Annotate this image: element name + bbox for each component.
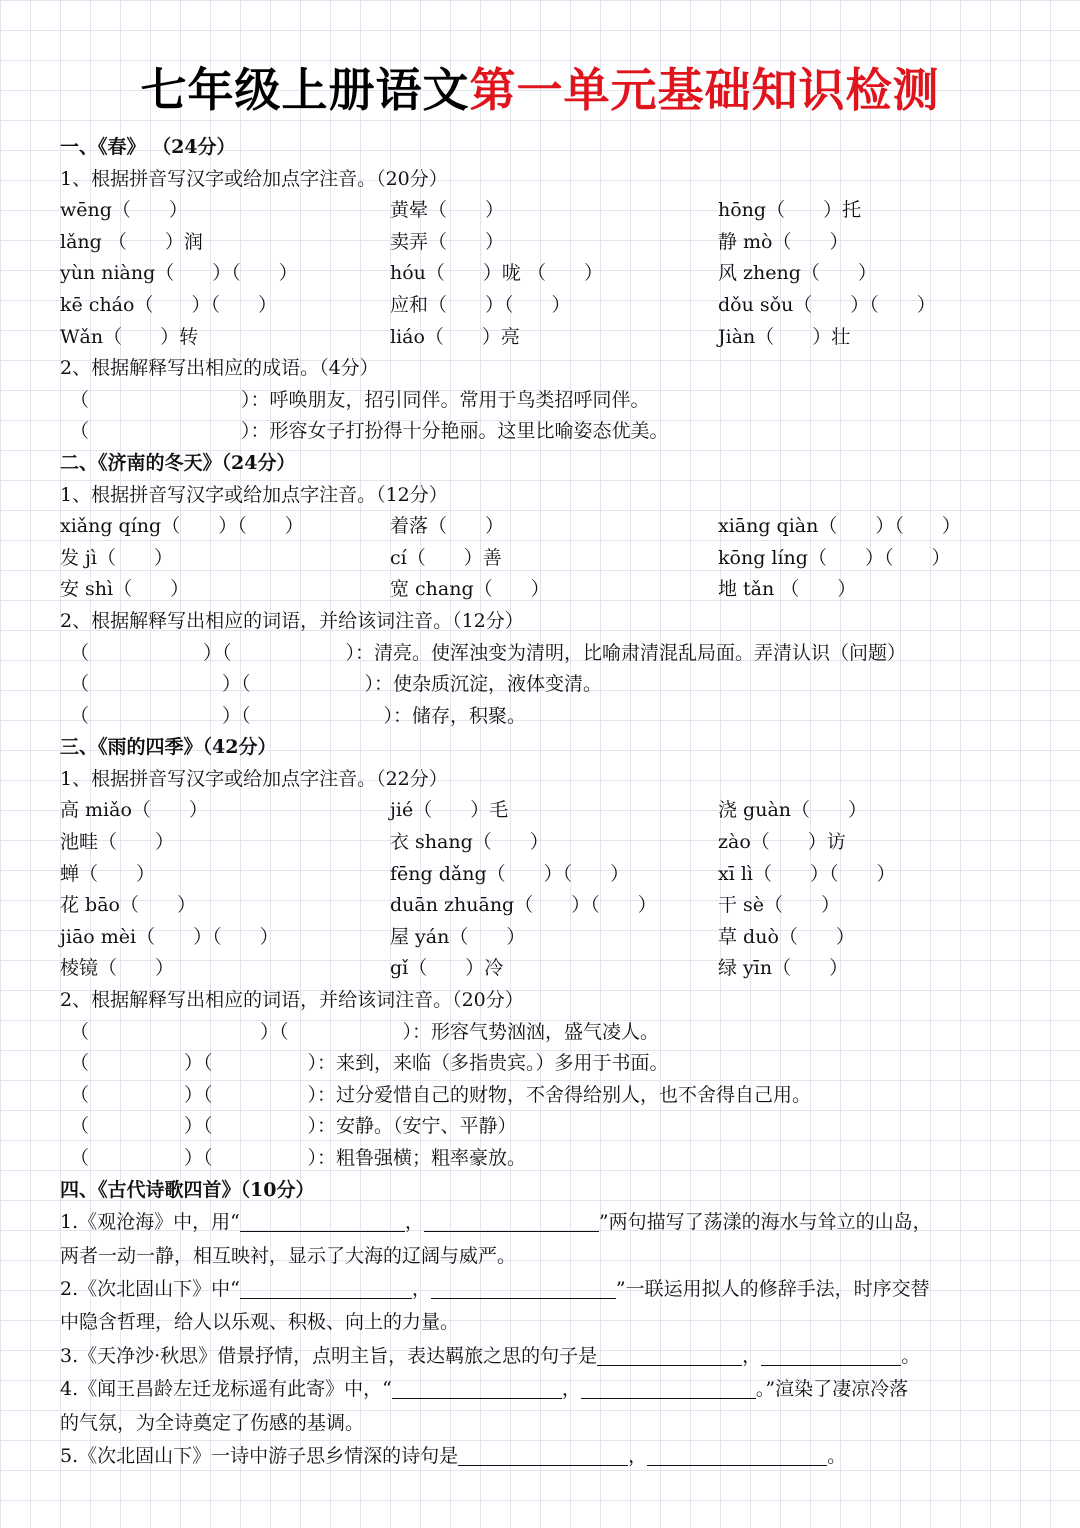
worksheet [60,132,1020,1473]
pinyin-item[interactable]: 卖弄（ ） [390,230,505,253]
s1-q2-prompt: 2、根据解释写出相应的成语。（4分） [60,357,379,380]
pinyin-item[interactable]: xiǎng qíng（ ）（ ） [60,515,304,538]
pinyin-item[interactable]: Jiàn（ ）壮 [718,325,851,348]
pinyin-item[interactable]: xī lì（ ）（ ） [718,862,896,885]
s2-q2-prompt: 2、根据解释写出相应的词语，并给该词注音。（12分） [60,609,524,632]
pinyin-item[interactable]: kōng líng（ ）（ ） [718,546,951,569]
pinyin-item[interactable]: 风 zheng（ ） [718,262,877,285]
pinyin-item[interactable]: zào（ ）访 [718,831,846,854]
q2-text-c: 中隐含哲理，给人以乐观、积极、向上的力量。 [60,1311,460,1334]
pinyin-item[interactable]: hōng（ ）托 [718,199,862,222]
pinyin-item[interactable]: dǒu sǒu（ ）（ ） [718,293,936,316]
period: 。 [901,1344,921,1367]
answer-blank[interactable] [581,1376,756,1399]
answer-blank[interactable] [458,1443,628,1466]
q1-text-c: 两者一动一静，相互映衬，显示了大海的辽阔与威严。 [60,1244,517,1267]
poem-question-2 [60,1273,1020,1340]
word-item[interactable]: （ ）（ ）：来到，来临（多指贵宾。）多用于书面。 [70,1052,669,1075]
pinyin-item[interactable]: liáo（ ）亮 [390,325,520,348]
pinyin-item[interactable]: jié（ ）毛 [390,799,509,822]
comma: ， [411,1278,431,1300]
pinyin-item[interactable]: wēng（ ） [60,199,188,222]
section-2-heading: 二、《济南的冬天》（24分） [60,451,296,474]
pinyin-item[interactable]: 草 duò（ ） [718,925,855,948]
section-1-heading: 一、《春》 （24分） [60,136,236,158]
pinyin-item[interactable]: yùn niàng（ ）（ ） [60,262,298,285]
word-item[interactable]: （ ）（ ）：清亮。使浑浊变为清明，比喻肃清混乱局面。弄清认识（问题） [70,641,907,664]
pinyin-item[interactable]: cí（ ）善 [390,546,502,569]
pinyin-item[interactable]: 静 mò（ ） [718,230,849,253]
pinyin-item[interactable]: kē cháo（ ）（ ） [60,293,277,316]
pinyin-item[interactable]: 着落（ ） [390,515,505,538]
word-item[interactable]: （ ）（ ）：储存，积聚。 [70,704,527,727]
pinyin-item[interactable]: 高 miǎo（ ） [60,799,208,822]
pinyin-item[interactable]: 花 bāo（ ） [60,894,196,917]
answer-blank[interactable] [647,1443,827,1466]
section-4-heading: 四、《古代诗歌四首》（10分） [60,1178,315,1201]
answer-blank[interactable] [761,1343,901,1366]
s3-row-4 [60,890,1020,922]
pinyin-item[interactable]: Wǎn（ ）转 [60,325,199,348]
q4-text-a: 4.《闻王昌龄左迁龙标遥有此寄》中，“ [60,1378,392,1401]
pinyin-item[interactable]: 地 tǎn （ ） [718,578,857,601]
pinyin-item[interactable]: 安 shì（ ） [60,578,190,601]
word-item[interactable]: （ ）（ ）：安静。（安宁、平静） [70,1115,517,1138]
s3-row-5 [60,922,1020,954]
answer-blank[interactable] [240,1276,412,1299]
answer-blank[interactable] [597,1343,742,1366]
s3-q2-prompt: 2、根据解释写出相应的词语，并给该词注音。（20分） [60,989,524,1012]
q2-text-a: 2.《次北固山下》中“ [60,1278,240,1300]
pinyin-item[interactable]: 干 sè（ ） [718,894,841,917]
s2-row-2 [60,543,1020,575]
poem-question-1 [60,1206,1020,1273]
s3-row-6 [60,953,1020,985]
answer-blank[interactable] [240,1209,405,1232]
s1-row-5 [60,322,1020,354]
pinyin-item[interactable]: lǎng （ ）润 [60,230,203,253]
s1-row-1 [60,195,1020,227]
q1-text-a: 1.《观沧海》中，用“ [60,1211,240,1234]
q4-text-b: 。”渲染了凄凉冷落 [755,1378,909,1401]
q4-text-c: 的气氛，为全诗奠定了伤感的基调。 [60,1411,365,1434]
title-unit: 第一单元基础知识检测 [469,63,940,117]
s3-row-3 [60,859,1020,891]
period: 。 [827,1445,847,1468]
q5-text-a: 5.《次北固山下》一诗中游子思乡情深的诗句是 [60,1445,459,1468]
s1-row-2 [60,227,1020,259]
poem-question-5 [60,1440,1020,1473]
s1-row-3 [60,258,1020,290]
pinyin-item[interactable]: 衣 shang（ ） [390,831,549,854]
s2-q1-prompt: 1、根据拼音写汉字或给加点字注音。（12分） [60,483,448,506]
page-title [0,58,1080,122]
pinyin-item[interactable]: 浇 guàn（ ） [718,799,868,822]
q1-text-b: ”两句描写了荡漾的海水与耸立的山岛， [598,1211,932,1234]
s3-row-2 [60,827,1020,859]
pinyin-item[interactable]: fēng dǎng（ ）（ ） [390,862,630,885]
q3-text-a: 3.《天净沙·秋思》借景抒情，点明主旨，表达羁旅之思的句子是 [60,1344,598,1367]
word-item[interactable]: （ ）（ ）：使杂质沉淀，液体变清。 [70,673,603,696]
answer-blank[interactable] [424,1209,599,1232]
title-grade: 七年级上册语文 [140,63,470,117]
comma: ， [404,1211,424,1234]
s2-row-3 [60,574,1020,606]
idiom-item[interactable]: （ ）：形容女子打扮得十分艳丽。这里比喻姿态优美。 [70,420,669,443]
pinyin-item[interactable]: hóu（ ）咙 （ ） [390,262,603,285]
pinyin-item[interactable]: 屋 yán（ ） [390,925,526,948]
pinyin-item[interactable]: 棱镜（ ） [60,957,175,980]
s2-row-1 [60,511,1020,543]
pinyin-item[interactable]: gǐ（ ）冷 [390,957,504,980]
pinyin-item[interactable]: 应和（ ）（ ） [390,293,571,316]
pinyin-item[interactable]: 宽 chang（ ） [390,578,550,601]
answer-blank[interactable] [392,1376,562,1399]
word-item[interactable]: （ ）（ ）：过分爱惜自己的财物，不舍得给别人，也不舍得自己用。 [70,1083,812,1106]
word-item[interactable]: （ ）（ ）：形容气势汹汹，盛气凌人。 [70,1020,660,1043]
s1-row-4 [60,290,1020,322]
word-item[interactable]: （ ）（ ）：粗鲁强横；粗率豪放。 [70,1147,527,1169]
pinyin-item[interactable]: 绿 yīn（ ） [718,957,849,980]
s3-row-1 [60,795,1020,827]
comma: ， [742,1344,762,1367]
pinyin-item[interactable]: 蝉（ ） [60,862,156,885]
poem-question-3 [60,1340,1020,1373]
pinyin-item[interactable]: duān zhuāng（ ）（ ） [390,894,657,917]
s1-q1-prompt: 1、根据拼音写汉字或给加点字注音。（20分） [60,167,448,190]
answer-blank[interactable] [431,1276,616,1299]
poem-question-4 [60,1373,1020,1440]
s3-q1-prompt: 1、根据拼音写汉字或给加点字注音。（22分） [60,767,448,790]
q2-text-b: ”一联运用拟人的修辞手法，时序交替 [615,1278,930,1300]
idiom-item[interactable]: （ ）：呼唤朋友，招引同伴。常用于鸟类招呼同伴。 [70,388,650,411]
pinyin-item[interactable]: 黄晕（ ） [390,199,505,222]
section-3-heading: 三、《雨的四季》（42分） [60,736,277,759]
comma: ， [628,1445,648,1468]
comma: ， [561,1378,581,1401]
pinyin-item[interactable]: xiāng qiàn（ ）（ ） [718,515,961,538]
pinyin-item[interactable]: 池畦（ ） [60,831,175,854]
pinyin-item[interactable]: jiāo mèi（ ）（ ） [60,925,279,948]
pinyin-item[interactable]: 发 jì（ ） [60,546,174,569]
